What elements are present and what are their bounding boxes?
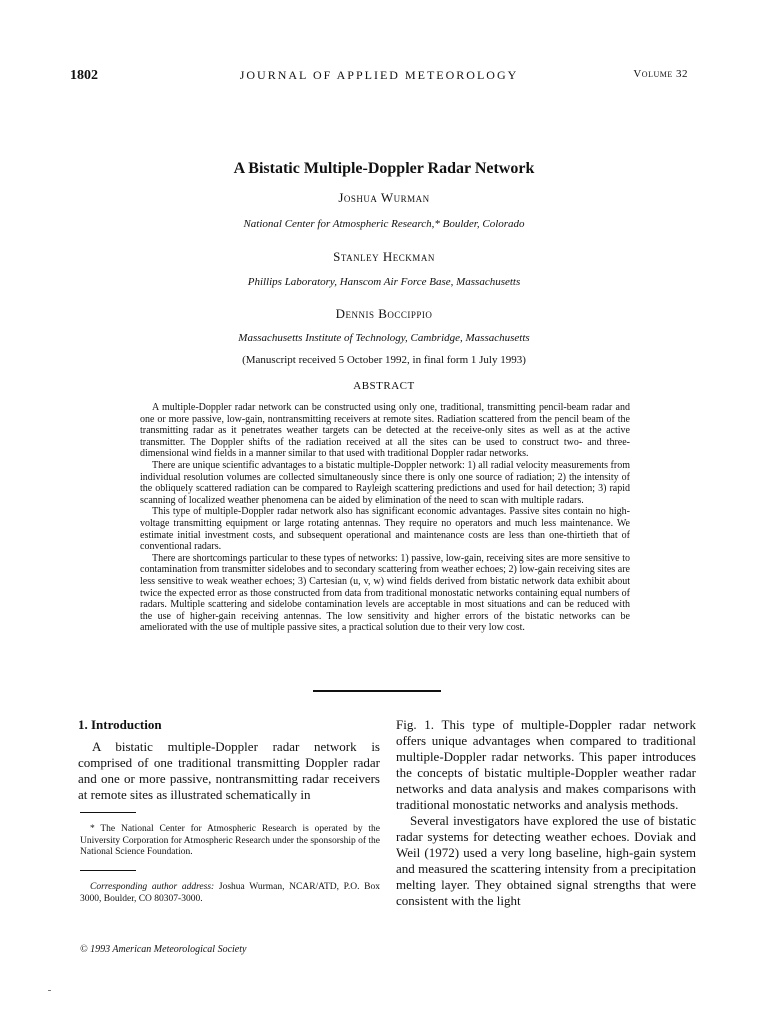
abstract-body (140, 402, 630, 634)
left-column (78, 717, 380, 803)
right-column (396, 717, 696, 909)
author-1-affiliation: National Center for Atmospheric Research,* Boulder, Colorado (243, 218, 525, 230)
manuscript-dates: (Manuscript received 5 October 1992, in final form 1 July 1993) (242, 354, 526, 366)
section-divider (313, 690, 441, 692)
abstract-heading: ABSTRACT (353, 380, 415, 392)
article-title: A Bistatic Multiple-Doppler Radar Network (233, 160, 535, 177)
body-paragraph: A bistatic multiple-Doppler radar network is comprised of one traditional transmitting Doppler radar and one or more passive, nontransmitting radar receivers at remote sites as illustrated schematically in (78, 739, 380, 802)
volume-label: Volume 32 (633, 68, 688, 80)
abstract-paragraph: This type of multiple-Doppler radar network also has significant economic advantages. Passive sites contain no high-voltage transmitting equipment or large rotating antennas. They require no operators and much less maintenance. We estimate initial investment costs, and subsequent operational and maintenance costs are less than one-thirtieth that of conventional radars. (140, 506, 630, 553)
author-3-affiliation: Massachusetts Institute of Technology, Cambridge, Massachusetts (238, 332, 530, 344)
body-paragraph: Fig. 1. This type of multiple-Doppler radar network offers unique advantages when compared to traditional multiple-Doppler radar networks. This paper introduces the concepts of bistatic multiple-Doppler weather radar networks and data analysis and makes comparisons with traditional monostatic networks and analysis methods. (396, 717, 696, 812)
footnote-correspondence (80, 882, 380, 905)
footnote-rule (80, 812, 136, 813)
abstract-paragraph: A multiple-Doppler radar network can be constructed using only one, traditional, transmitting pencil-beam radar and one or more passive, low-gain, nontransmitting receivers at remote sites. Radiation scattered from the pencil beam of the transmitting radar as it penetrates weather targets can be detected at the receive-only sites as well as at the active transmitter. The Doppler shifts of the radiation received at all the sites can be used to construct two- and three-dimensional wind fields in a manner similar to that used with traditional Doppler radar networks. (140, 402, 630, 460)
author-1-name: Joshua Wurman (338, 190, 430, 205)
copyright-notice: © 1993 American Meteorological Society (80, 944, 247, 955)
correspondence-text: Joshua Wurman, NCAR/ATD, P.O. Box 3000, Boulder, CO 80307-3000. (80, 882, 381, 904)
abstract-paragraph: There are unique scientific advantages to a bistatic multiple-Doppler network: 1) all radial velocity measurements from individual resolution volumes are collected simultaneously since there is only one source of radiation; 2) the intensity of the obliquely scattered radiation can be compared to Rayleigh scattering predictions and used for hail detection; 3) rapid scanning of localized weather phenomena can be aided by elimination of the need to scan with multiple radars. (140, 459, 630, 506)
author-2-name: Stanley Heckman (333, 249, 435, 264)
body-paragraph: Several investigators have explored the use of bistatic radar systems for detecting weather echoes. Doviak and Weil (1972) used a very long baseline, high-gain system and measured the scattering intensity from a precipitation melting layer. They obtained signal strengths that were consistent with the light (396, 813, 696, 908)
author-2-affiliation: Phillips Laboratory, Hanscom Air Force Base, Massachusetts (247, 276, 521, 288)
correspondence-label: Corresponding author address: (90, 882, 215, 892)
footnote-ncar: * The National Center for Atmospheric Research is operated by the University Corporation for Atmospheric Research under the sponsorship of the National Science Foundation. (80, 824, 380, 857)
running-header (70, 68, 688, 86)
author-3-name: Dennis Boccippio (335, 306, 433, 321)
scan-mark (48, 990, 51, 991)
section-heading: 1. Introduction (78, 717, 162, 732)
page-number: 1802 (70, 68, 98, 83)
footnote-rule (80, 870, 136, 871)
abstract-paragraph: There are shortcomings particular to these types of networks: 1) passive, low-gain, receiving sites are more sensitive to contamination from transmitter sidelobes and to secondary scattering from weather echoes; 2) low-gain receiving sites are less sensitive to weak weather echoes; 3) Cartesian (u, v, w) wind fields derived from bistatic network data exhibit about twice the expected error as those constructed from data from traditional monostatic networks containing equal numbers of radars. Multiple scattering and sidelobe contamination levels are acceptable in most situations and can be reduced with the use of higher-gain receiving antennas. The low sensitivity and higher errors of the bistatic networks can be ameliorated with the use of multiple passive sites, a practical solution due to their very low cost. (140, 552, 630, 634)
journal-name: JOURNAL OF APPLIED METEOROLOGY (239, 68, 519, 82)
